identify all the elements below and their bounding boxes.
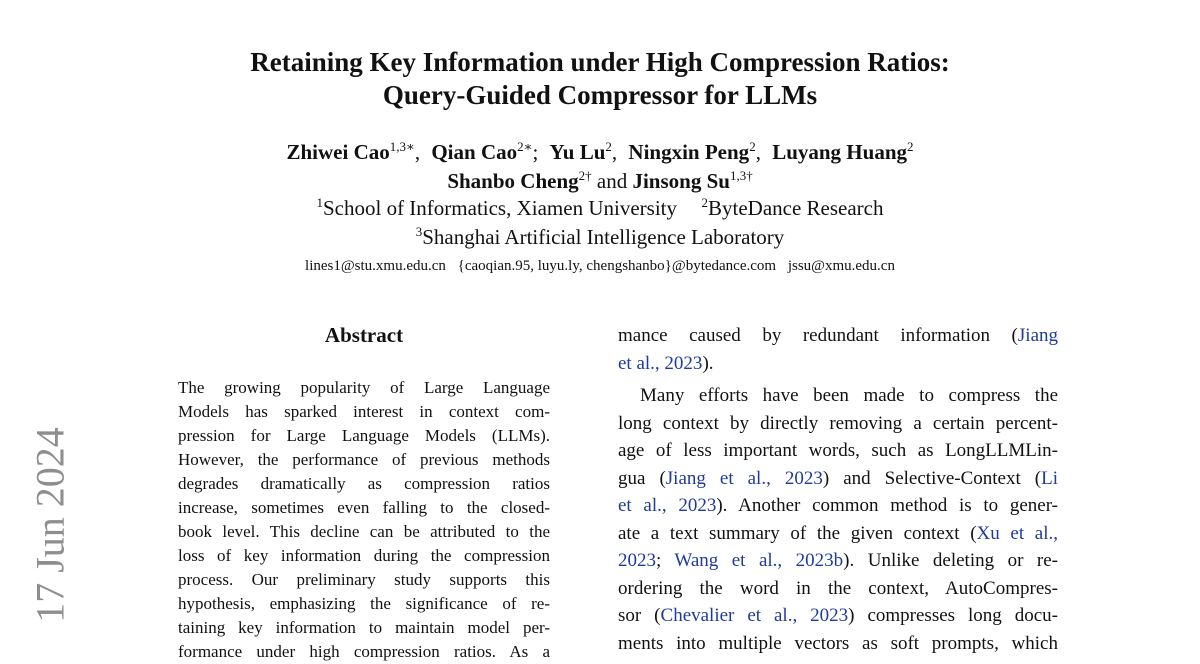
affil-sup: 3: [415, 224, 423, 239]
author-separator: ;: [532, 140, 539, 164]
citation-link[interactable]: et al., 2023: [618, 352, 703, 374]
affiliation-line-1: [100, 194, 1100, 223]
body-text: ). Unlike deleting or re-: [843, 550, 1058, 571]
body-text: ).: [702, 352, 714, 374]
abstract-line: taining key information to maintain model per-: [178, 618, 550, 637]
email-list: [100, 256, 1100, 276]
affiliation-line-2: [100, 223, 1100, 252]
author-separator: ,: [755, 140, 761, 164]
body-text: ) and Selective-Context (: [822, 467, 1042, 489]
author-separator: ,: [611, 140, 618, 164]
title-line-1: Retaining Key Information under High Compression Ratios:: [250, 47, 950, 77]
body-text: mance caused by redundant information (: [618, 325, 1018, 346]
body-line: [618, 520, 1058, 548]
author-line-1: [100, 138, 1100, 167]
citation-link[interactable]: Jiang et al., 2023: [665, 467, 823, 489]
citation-link[interactable]: Li: [1041, 467, 1059, 489]
author-name: Luyang Huang: [772, 140, 907, 164]
body-line: ments into multiple vectors as soft prompts, which: [618, 632, 1058, 654]
body-text: ). Another common method is to gener-: [716, 495, 1058, 516]
abstract-line: Models has sparked interest in context com-: [178, 402, 550, 421]
body-line: ordering the word in the context, AutoCompres-: [618, 577, 1058, 599]
abstract-heading: Abstract: [324, 323, 404, 347]
author-affil-sup: 2†: [578, 168, 592, 183]
abstract-line: degrades dramatically as compression ratios: [178, 474, 550, 493]
author-affil-sup: 2: [749, 139, 756, 154]
body-line: long context by directly removing a certain percent-: [618, 412, 1058, 434]
abstract-line: However, the performance of previous methods: [178, 450, 550, 469]
affiliation-1: School of Informatics, Xiamen University: [322, 196, 677, 220]
paper-title: [100, 46, 1100, 112]
author-name: Qian Cao: [431, 140, 518, 164]
affil-sup: 1: [316, 195, 323, 210]
body-paragraph-2: [618, 382, 1058, 657]
email-1: lines1@stu.xmu.edu.cn: [305, 258, 446, 274]
affiliation-2: ByteDance Research: [708, 196, 884, 220]
citation-link[interactable]: Chevalier et al., 2023: [660, 605, 849, 626]
author-name: Yu Lu: [549, 140, 606, 164]
body-text: sor (: [618, 605, 661, 626]
body-column: [618, 322, 1058, 657]
author-and: and: [596, 169, 628, 193]
abstract-line: pression for Large Language Models (LLMs).: [178, 426, 550, 445]
author-equal-mark: ∗: [523, 139, 533, 154]
body-line: [618, 492, 1058, 520]
author-list: [100, 138, 1100, 196]
body-text: gua (: [618, 467, 666, 489]
author-affil-sup: 2: [517, 139, 524, 154]
email-2: {caoqian.95, luyu.ly, chengshanbo}@bytedance.com: [457, 258, 777, 274]
citation-link[interactable]: Wang et al., 2023b: [674, 550, 844, 571]
body-line: [618, 465, 1058, 493]
author-name: Shanbo Cheng: [447, 169, 579, 193]
affil-sup: 2: [701, 195, 708, 210]
author-affil-sup: 2: [907, 139, 914, 154]
author-line-2: [100, 167, 1100, 196]
body-text: ) compresses long docu-: [848, 605, 1058, 626]
body-line: [618, 322, 1058, 350]
author-name: Ningxin Peng: [628, 140, 750, 164]
author-equal-mark: ∗: [406, 139, 415, 154]
abstract-body: [178, 376, 550, 664]
citation-link[interactable]: et al., 2023: [618, 495, 717, 516]
citation-link[interactable]: Xu et al.,: [976, 522, 1058, 544]
author-separator: ,: [414, 140, 421, 164]
email-3: jssu@xmu.edu.cn: [787, 258, 895, 274]
affiliation-list: [100, 194, 1100, 252]
abstract-line: increase, sometimes even falling to the closed-: [178, 498, 550, 517]
abstract-line: The growing popularity of Large Language: [178, 378, 550, 397]
arxiv-date-text: 17 Jun 2024: [27, 427, 73, 623]
author-affil-sup: 2: [605, 139, 612, 154]
citation-link[interactable]: 2023: [618, 550, 656, 571]
author-name: Zhiwei Cao: [286, 140, 390, 164]
abstract-line: hypothesis, emphasizing the significance of re-: [178, 594, 550, 613]
body-line: [618, 350, 1058, 378]
abstract-line: loss of key information during the compression: [178, 546, 550, 565]
abstract-line: process. Our preliminary study supports this: [178, 570, 550, 589]
body-line: [618, 547, 1058, 575]
citation-link[interactable]: Jiang: [1017, 325, 1058, 346]
abstract-line: book level. This decline can be attributed to the: [178, 522, 550, 541]
body-text: ate a text summary of the given context (: [618, 522, 977, 544]
abstract-column: [178, 320, 550, 664]
author-affil-sup: 1,3: [389, 139, 406, 154]
body-line: age of less important words, such as LongLLMLin-: [618, 440, 1058, 461]
body-paragraph-1: [618, 322, 1058, 377]
title-line-2: Query-Guided Compressor for LLMs: [382, 80, 818, 110]
body-line: Many efforts have been made to compress the: [640, 385, 1058, 406]
author-affil-sup: 1,3†: [729, 168, 753, 183]
abstract-line: formance under high compression ratios. As a: [178, 642, 550, 661]
author-name: Jinsong Su: [632, 169, 730, 193]
body-text: ;: [656, 550, 675, 571]
arxiv-date-stamp: [18, 420, 82, 630]
affiliation-3: Shanghai Artificial Intelligence Laboratory: [422, 225, 785, 249]
body-line: [618, 602, 1058, 630]
